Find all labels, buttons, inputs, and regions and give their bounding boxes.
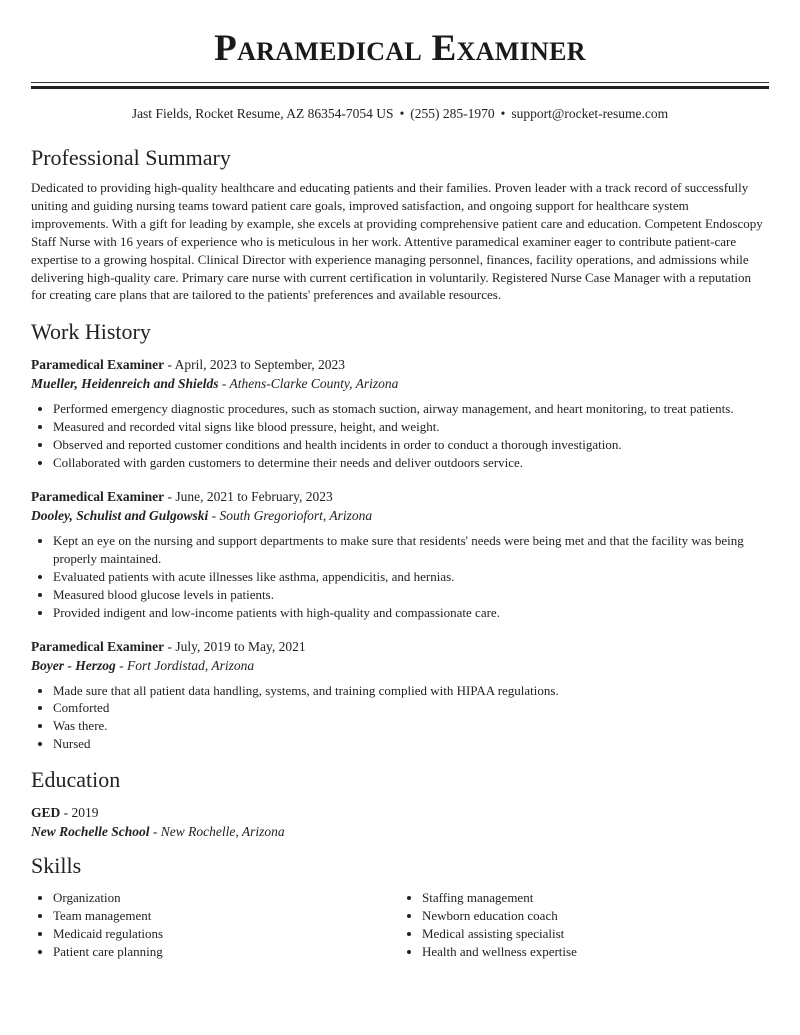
divider-thick bbox=[31, 86, 769, 89]
graduation-year: - 2019 bbox=[60, 805, 99, 821]
duty-item: • Kept an eye on the nursing and support departments to make sure that residents' needs were being met and that the facility was being properly maintained. bbox=[53, 532, 769, 568]
job-title: Paramedical Examiner bbox=[31, 488, 165, 504]
skills-column-right bbox=[400, 889, 769, 961]
duty-item: • Provided indigent and low-income patients with high-quality and compassionate care. bbox=[53, 604, 769, 622]
skill-item: • Patient care planning bbox=[53, 943, 400, 961]
duty-item: • Nursed bbox=[53, 735, 769, 753]
company-name: Mueller, Heidenreich and Shields bbox=[31, 376, 219, 392]
section-heading: Professional Summary bbox=[31, 145, 231, 170]
job-duties bbox=[31, 682, 769, 754]
skill-item: • Health and wellness expertise bbox=[422, 943, 769, 961]
skill-item: • Organization bbox=[53, 889, 400, 907]
work-history-section bbox=[31, 319, 769, 753]
job-duties bbox=[31, 532, 769, 622]
job-title: Paramedical Examiner bbox=[31, 357, 165, 373]
duty-item: • Measured and recorded vital signs like blood pressure, height, and weight. bbox=[53, 418, 769, 436]
job-location: - South Gregoriofort, Arizona bbox=[208, 507, 373, 523]
resume-name: Paramedical Examiner bbox=[214, 28, 586, 69]
company-name: Boyer - Herzog bbox=[31, 657, 116, 673]
skill-item: • Newborn education coach bbox=[422, 907, 769, 925]
job-title: Paramedical Examiner bbox=[31, 638, 165, 654]
job-dates: - July, 2019 to May, 2021 bbox=[164, 638, 306, 654]
degree: GED bbox=[31, 805, 61, 821]
duty-item: • Performed emergency diagnostic procedures, such as stomach suction, airway management, and heart monitoring, to treat patients. bbox=[53, 400, 769, 418]
duty-item: • Measured blood glucose levels in patients. bbox=[53, 586, 769, 604]
skills-section bbox=[31, 853, 769, 961]
duty-item: • Observed and reported customer conditions and health incidents in order to conduct a thorough investigation. bbox=[53, 436, 769, 454]
contact-phone: (255) 285-1970 bbox=[410, 106, 495, 121]
duty-item: • Comforted bbox=[53, 699, 769, 717]
skill-item: • Staffing management bbox=[422, 889, 769, 907]
contact-email: support@rocket-resume.com bbox=[511, 106, 669, 121]
school-name: New Rochelle School bbox=[31, 824, 150, 840]
duty-item: • Made sure that all patient data handling, systems, and training complied with HIPAA regulations. bbox=[53, 682, 769, 700]
skill-item: • Medicaid regulations bbox=[53, 925, 400, 943]
job-location: - Athens-Clarke County, Arizona bbox=[218, 376, 399, 392]
skills-column-left bbox=[31, 889, 400, 961]
section-heading: Work History bbox=[31, 319, 151, 345]
skills-list bbox=[31, 889, 769, 961]
job-duties bbox=[31, 400, 769, 472]
education-entry bbox=[31, 803, 769, 841]
job-dates: - April, 2023 to September, 2023 bbox=[164, 357, 346, 373]
job-entry bbox=[31, 355, 769, 472]
professional-summary-section bbox=[31, 145, 769, 304]
bullet-separator: • bbox=[500, 106, 506, 121]
header-divider bbox=[31, 82, 769, 89]
section-heading: Skills bbox=[31, 853, 82, 879]
skill-item: • Team management bbox=[53, 907, 400, 925]
job-entry bbox=[31, 487, 769, 622]
school-location: - New Rochelle, Arizona bbox=[149, 824, 285, 840]
company-name: Dooley, Schulist and Gulgowski bbox=[31, 507, 209, 523]
divider-thin bbox=[31, 82, 769, 83]
duty-item: • Evaluated patients with acute illnesses like asthma, appendicitis, and hernias. bbox=[53, 568, 769, 586]
section-heading: Education bbox=[31, 767, 121, 793]
contact-info bbox=[31, 105, 769, 123]
job-dates: - June, 2021 to February, 2023 bbox=[164, 488, 333, 504]
job-location: - Fort Jordistad, Arizona bbox=[115, 657, 255, 673]
duty-item: • Collaborated with garden customers to determine their needs and deliver outdoors service. bbox=[53, 454, 769, 472]
job-entry bbox=[31, 637, 769, 754]
contact-address: Jast Fields, Rocket Resume, AZ 86354-7054 US bbox=[131, 106, 394, 121]
summary-text: Dedicated to providing high-quality healthcare and educating patients and their families. Proven leader with a track record of successfully uniting and guiding nursing teams toward patient care goals, improved satisfaction, and ongoing support for healthcare system improvements. With a gift for leading by example, she excels at providing comprehensive patient care and education. Competent Endoscopy Staff Nurse with 16 years of experience who is meticulous in her work. Attentive paramedical examiner eager to contribute patient-care expertise to a growing hospital. Clinical Director with experience managing personnel, finances, facility operations, and admissions while delivering high-quality care. Primary care nurse with current certification in voluntarily. Registered Nurse Case Manager with a reputation for creating care plans that are tailored to the patients' preferences and available resources. bbox=[31, 180, 763, 303]
bullet-separator: • bbox=[399, 106, 405, 121]
duty-item: • Was there. bbox=[53, 717, 769, 735]
education-section bbox=[31, 767, 769, 841]
skill-item: • Medical assisting specialist bbox=[422, 925, 769, 943]
